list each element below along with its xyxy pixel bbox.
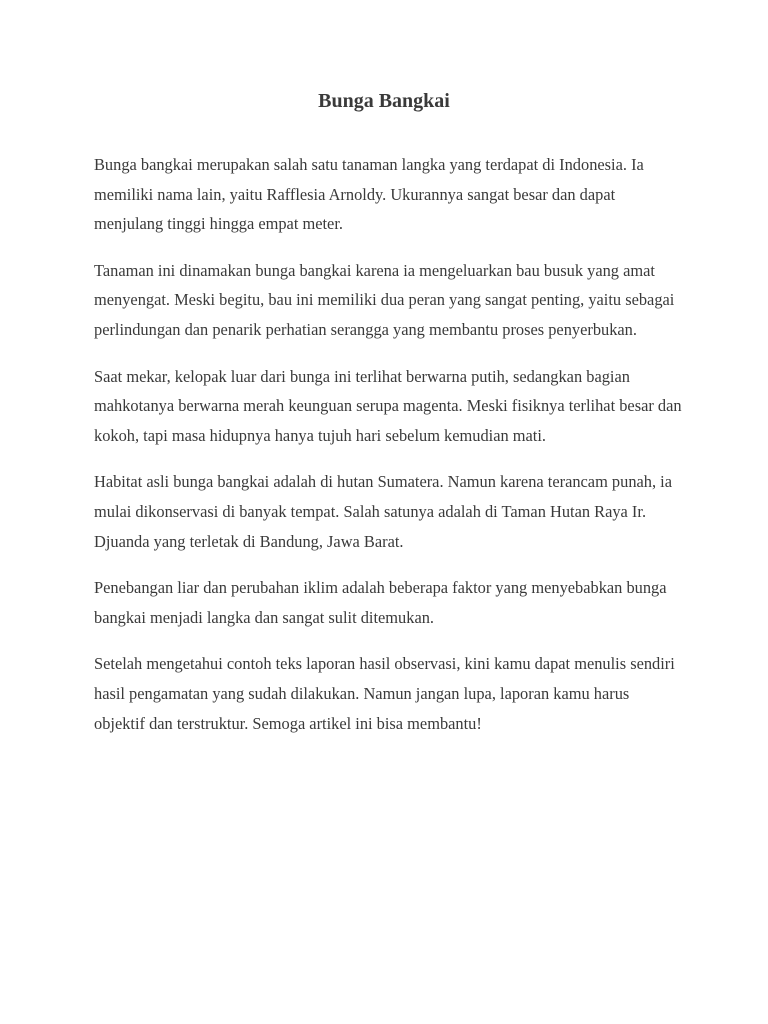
paragraph-6: Setelah mengetahui contoh teks laporan hasil observasi, kini kamu dapat menulis sendiri hasil pengamatan yang sudah dilakukan. Namun jangan lupa, laporan kamu harus objektif dan terstruktur. Semoga artikel ini bisa membantu! — [94, 654, 675, 733]
document-body — [94, 150, 684, 755]
paragraph-5: Penebangan liar dan perubahan iklim adalah beberapa faktor yang menyebabkan bunga bangkai menjadi langka dan sangat sulit ditemukan. — [94, 578, 667, 627]
document-title: Bunga Bangkai — [318, 90, 450, 112]
paragraph-2: Tanaman ini dinamakan bunga bangkai karena ia mengeluarkan bau busuk yang amat menyengat. Meski begitu, bau ini memiliki dua peran yang sangat penting, yaitu sebagai perlindungan dan penarik perhatian serangga yang membantu proses penyerbukan. — [94, 260, 675, 339]
paragraph-3: Saat mekar, kelopak luar dari bunga ini terlihat berwarna putih, sedangkan bagian mahkotanya berwarna merah keunguan serupa magenta. Meski fisiknya terlihat besar dan kokoh, tapi masa hidupnya hanya tujuh hari sebelum kemudian mati. — [94, 366, 682, 445]
paragraph-1: Bunga bangkai merupakan salah satu tanaman langka yang terdapat di Indonesia. Ia memiliki nama lain, yaitu Rafflesia Arnoldy. Ukurannya sangat besar dan dapat menjulang tinggi hingga empat meter. — [94, 155, 644, 234]
paragraph-4: Habitat asli bunga bangkai adalah di hutan Sumatera. Namun karena terancam punah, ia mulai dikonservasi di banyak tempat. Salah satunya adalah di Taman Hutan Raya Ir. Djuanda yang terletak di Bandung, Jawa Barat. — [94, 472, 673, 551]
